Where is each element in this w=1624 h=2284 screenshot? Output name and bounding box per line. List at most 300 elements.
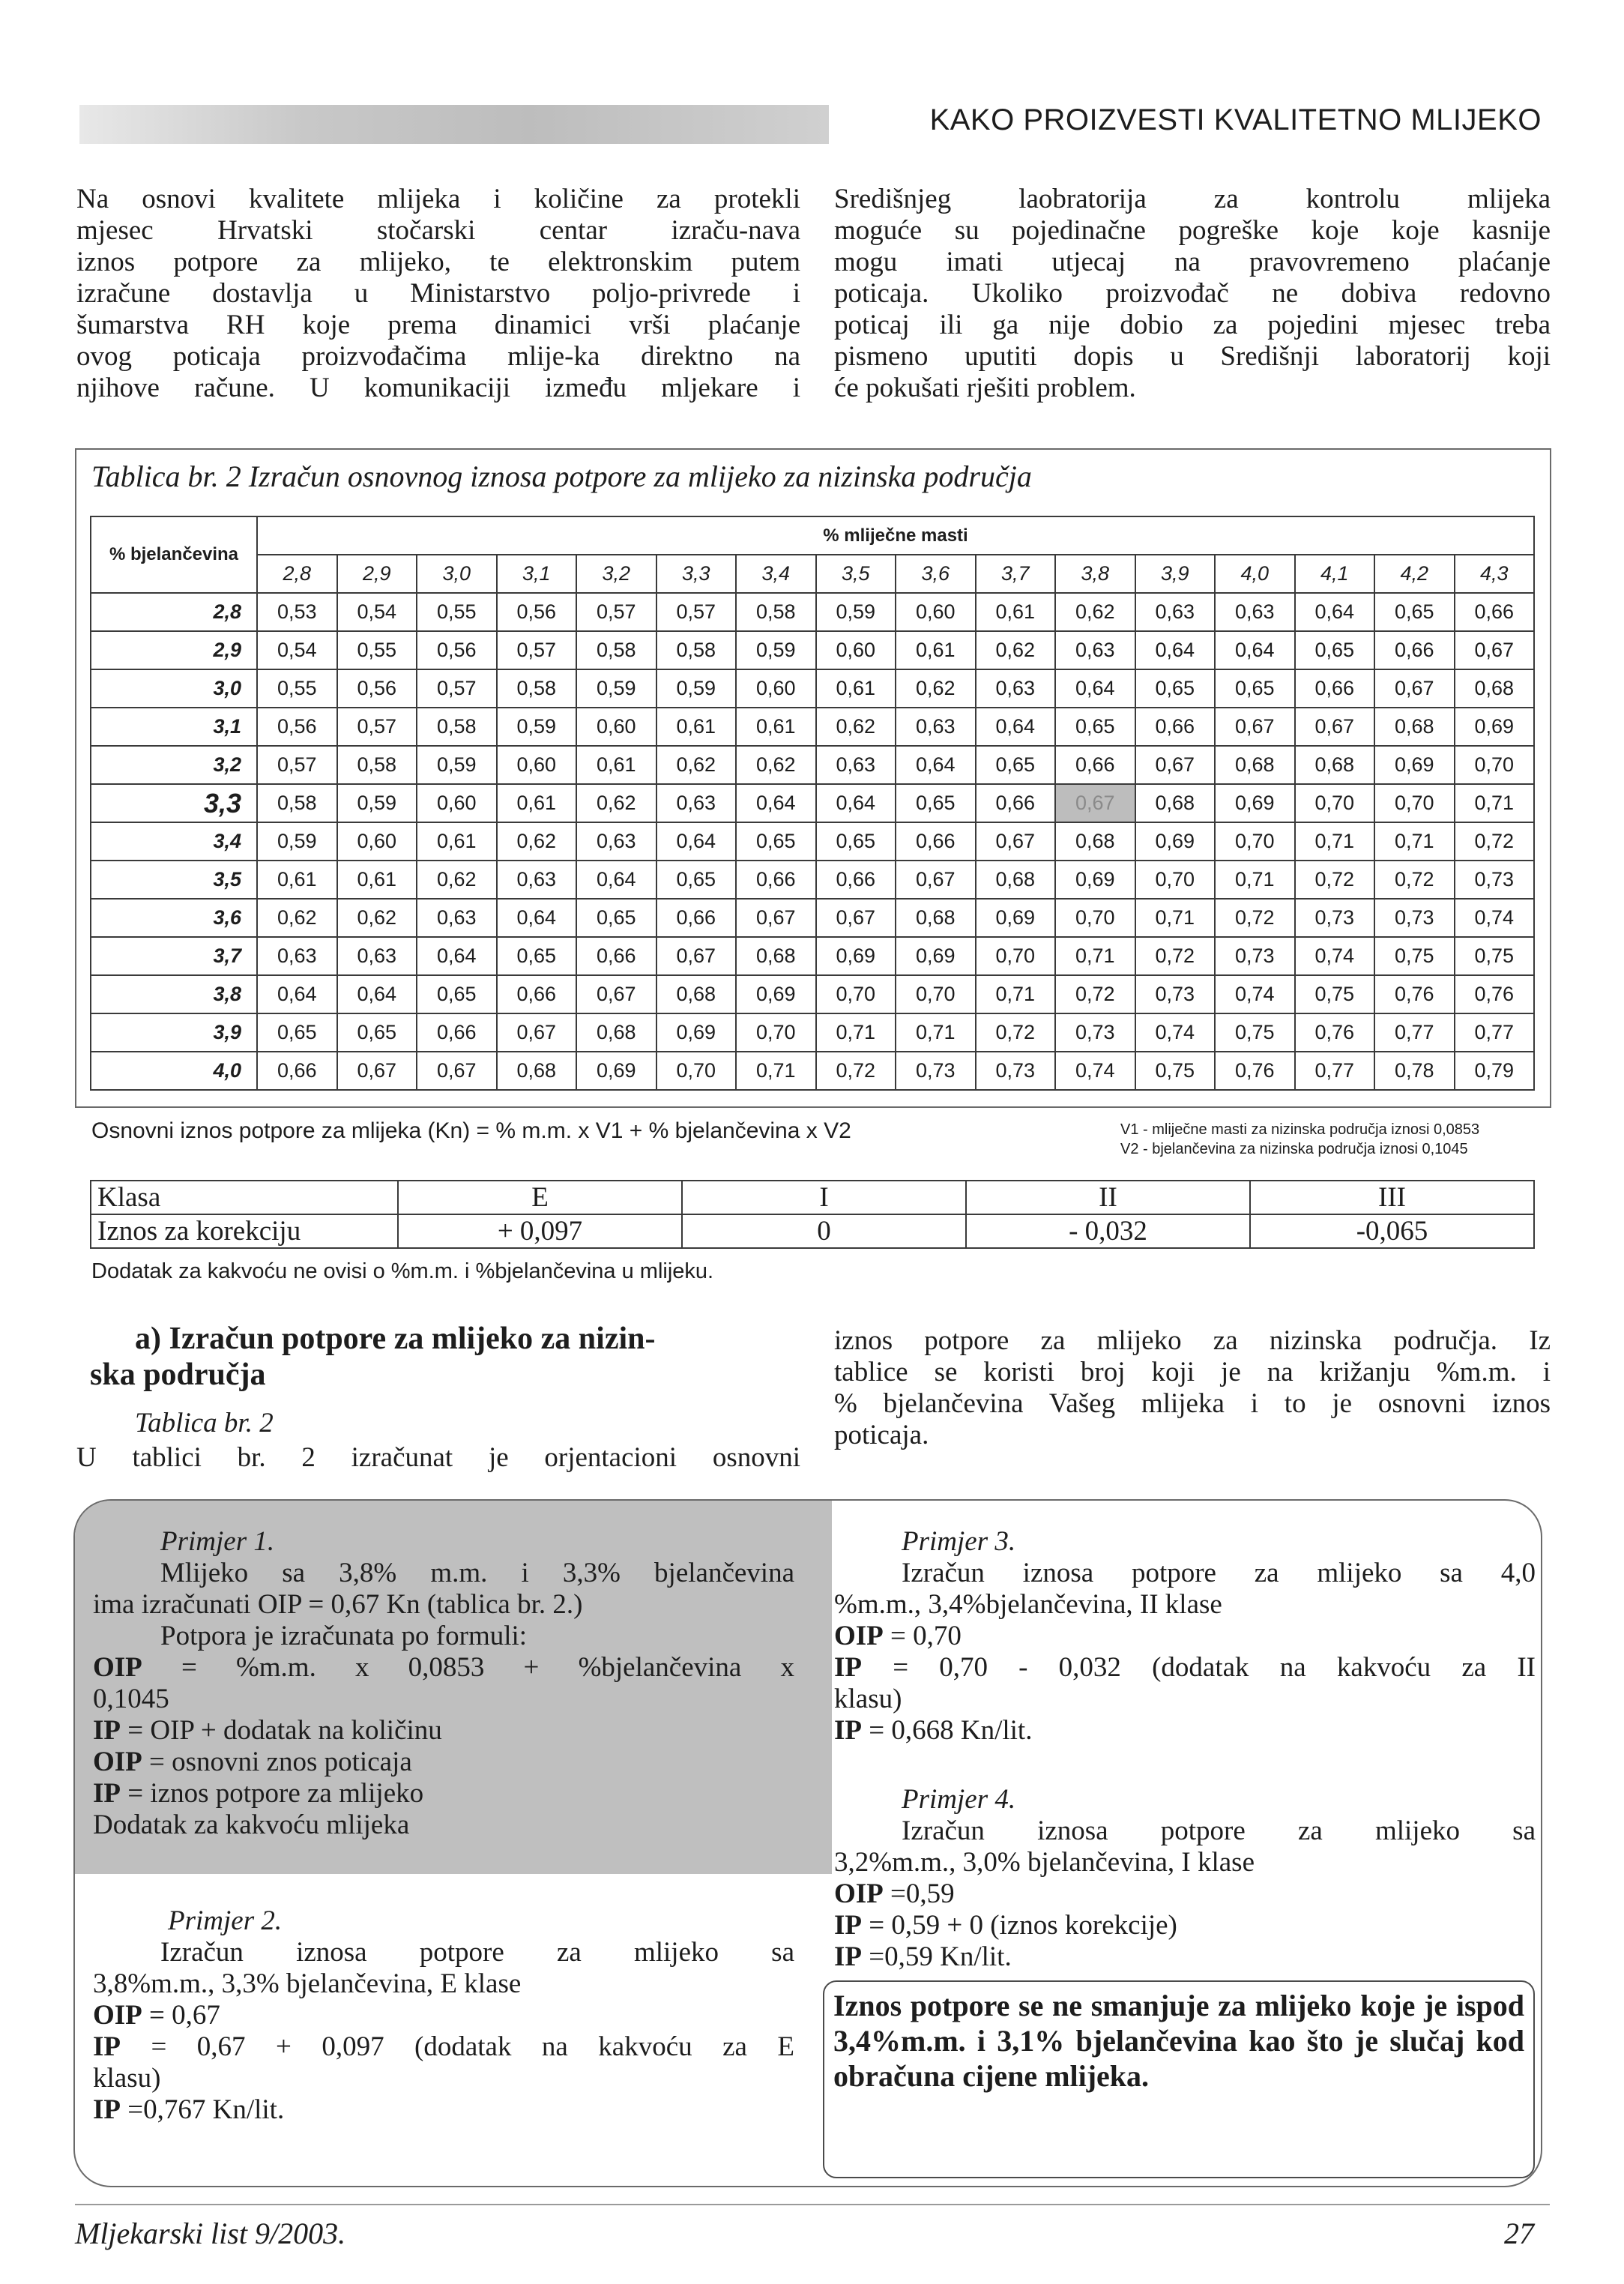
protein-row-header: 3,6 bbox=[91, 899, 257, 937]
example-2 bbox=[93, 1905, 794, 2126]
footer-divider bbox=[75, 2204, 1550, 2205]
table-row bbox=[91, 861, 1534, 899]
v1-note: V1 - mliječne masti za nizinska područja iznosi 0,0853 bbox=[1120, 1121, 1480, 1138]
formula-label: IP bbox=[93, 2094, 121, 2125]
table-cell: 0,70 bbox=[1135, 861, 1216, 899]
example-title: Primjer 1. bbox=[160, 1526, 275, 1557]
table-cell: 0,73 bbox=[976, 1052, 1056, 1090]
table-cell: 0,70 bbox=[1455, 746, 1535, 784]
table-cell: 0,67 bbox=[896, 861, 976, 899]
table-cell: 0,55 bbox=[337, 631, 417, 669]
correction-footnote: Dodatak za kakvoću ne ovisi o %m.m. i %bjelančevina u mlijeku. bbox=[91, 1259, 714, 1283]
example-title: Primjer 3. bbox=[902, 1526, 1016, 1557]
note-box: Iznos potpore se ne smanjuje za mlijeko koje je ispod 3,4%m.m. i 3,1% bjelančevina kao što je slučaj kod obračuna cijene mlijeka. bbox=[823, 1980, 1535, 2178]
fat-value-header: 3,4 bbox=[736, 555, 816, 593]
table-cell: 0,68 bbox=[896, 899, 976, 937]
table-cell: 0,64 bbox=[656, 822, 737, 861]
formula-expression: = 0,67 + 0,097 (dodatak na kakvoću za E bbox=[151, 2031, 794, 2062]
table-cell: 0,64 bbox=[976, 708, 1056, 746]
example-line: Mlijeko sa 3,8% m.m. i 3,3% bjelančevina bbox=[160, 1558, 794, 1588]
table-cell: 0,57 bbox=[656, 593, 737, 631]
table-cell: 0,70 bbox=[976, 937, 1056, 975]
table-cell: 0,65 bbox=[976, 746, 1056, 784]
table-cell: 0,59 bbox=[656, 669, 737, 708]
table-cell: 0,71 bbox=[1215, 861, 1295, 899]
table-cell: 0,65 bbox=[896, 784, 976, 822]
table-cell: 0,61 bbox=[896, 631, 976, 669]
formula-label: OIP bbox=[93, 2000, 142, 2031]
table-row bbox=[91, 899, 1534, 937]
table-caption: Tablica br. 2 Izračun osnovnog iznosa potpore za mlijeko za nizinska područja bbox=[91, 459, 1032, 493]
table-row bbox=[91, 1013, 1534, 1052]
table-cell: 0,57 bbox=[576, 593, 656, 631]
table-cell: 0,66 bbox=[497, 975, 577, 1013]
table-cell: 0,67 bbox=[816, 899, 896, 937]
table-cell: 0,54 bbox=[337, 593, 417, 631]
table-cell: 0,67 bbox=[576, 975, 656, 1013]
table-cell: 0,76 bbox=[1374, 975, 1455, 1013]
formula-label: OIP bbox=[93, 1652, 142, 1683]
fat-value-header: 3,8 bbox=[1055, 555, 1135, 593]
table-row bbox=[91, 631, 1534, 669]
table-cell: 0,69 bbox=[1374, 746, 1455, 784]
formula-label: IP bbox=[834, 1715, 862, 1746]
table-cell: 0,74 bbox=[1215, 975, 1295, 1013]
protein-row-header: 3,0 bbox=[91, 669, 257, 708]
table-cell: 0,59 bbox=[257, 822, 337, 861]
table-cell: 0,71 bbox=[1455, 784, 1535, 822]
formula-expression: =0,59 Kn/lit. bbox=[869, 1941, 1012, 1972]
table-cell: 0,61 bbox=[576, 746, 656, 784]
correction-cell: 0 bbox=[682, 1214, 966, 1248]
table-body bbox=[91, 593, 1534, 1090]
table-cell: 0,70 bbox=[1374, 784, 1455, 822]
table-cell: 0,65 bbox=[816, 822, 896, 861]
table-cell: 0,57 bbox=[337, 708, 417, 746]
protein-row-header: 3,1 bbox=[91, 708, 257, 746]
table-cell: 0,65 bbox=[1295, 631, 1375, 669]
table-cell: 0,69 bbox=[1455, 708, 1535, 746]
formula-expression: = %m.m. x 0,0853 + %bjelančevina x bbox=[181, 1652, 794, 1683]
table-cell: 0,75 bbox=[1295, 975, 1375, 1013]
formula-label: IP bbox=[834, 1652, 862, 1683]
table-cell: 0,62 bbox=[736, 746, 816, 784]
intro-right-line: pismeno uputiti dopis u Središnji laboratorij koji bbox=[834, 341, 1551, 372]
example-line: Izračun iznosa potpore za mlijeko sa bbox=[902, 1816, 1536, 1846]
col-header-label: % mliječne masti bbox=[257, 516, 1534, 555]
table-cell: 0,73 bbox=[896, 1052, 976, 1090]
section-a-heading-line: ska područja bbox=[90, 1358, 266, 1392]
table-cell: 0,66 bbox=[1055, 746, 1135, 784]
fat-values-row bbox=[91, 555, 1534, 593]
table-cell: 0,60 bbox=[337, 822, 417, 861]
table-cell: 0,61 bbox=[736, 708, 816, 746]
correction-cell: + 0,097 bbox=[398, 1214, 682, 1248]
table-cell: 0,59 bbox=[497, 708, 577, 746]
table-cell: 0,64 bbox=[417, 937, 497, 975]
table-cell: 0,62 bbox=[417, 861, 497, 899]
table-cell: 0,72 bbox=[1055, 975, 1135, 1013]
table-cell: 0,59 bbox=[576, 669, 656, 708]
intro-left-line: izračune dostavlja u Ministarstvo poljo-privrede i bbox=[76, 278, 800, 309]
table-cell: 0,65 bbox=[1135, 669, 1216, 708]
table-cell: 0,57 bbox=[417, 669, 497, 708]
table-cell: 0,56 bbox=[497, 593, 577, 631]
formula-expression: = 0,70 bbox=[890, 1621, 962, 1651]
table-cell: 0,67 bbox=[1455, 631, 1535, 669]
table-cell: 0,69 bbox=[1055, 861, 1135, 899]
table-cell: 0,66 bbox=[1295, 669, 1375, 708]
table-cell: 0,70 bbox=[816, 975, 896, 1013]
protein-row-header: 2,8 bbox=[91, 593, 257, 631]
table-cell: 0,72 bbox=[1295, 861, 1375, 899]
table-cell: 0,55 bbox=[257, 669, 337, 708]
intro-right-column bbox=[834, 184, 1551, 404]
table-cell: 0,58 bbox=[337, 746, 417, 784]
fat-value-header: 4,1 bbox=[1295, 555, 1375, 593]
table-cell: 0,61 bbox=[976, 593, 1056, 631]
example-line: Izračun iznosa potpore za mlijeko sa bbox=[160, 1937, 794, 1968]
support-table bbox=[90, 516, 1535, 1091]
table-cell: 0,67 bbox=[1374, 669, 1455, 708]
table-cell: 0,59 bbox=[337, 784, 417, 822]
table-cell: 0,64 bbox=[816, 784, 896, 822]
fat-value-header: 4,2 bbox=[1374, 555, 1455, 593]
table-cell: 0,68 bbox=[976, 861, 1056, 899]
table-cell: 0,67 bbox=[1135, 746, 1216, 784]
table-row bbox=[91, 784, 1534, 822]
row-header-label: % bjelančevina bbox=[91, 516, 257, 593]
table-cell: 0,66 bbox=[576, 937, 656, 975]
example-line: %m.m., 3,4%bjelančevina, II klase bbox=[834, 1589, 1222, 1620]
table-cell: 0,64 bbox=[337, 975, 417, 1013]
fat-value-header: 4,0 bbox=[1215, 555, 1295, 593]
table-row bbox=[91, 708, 1534, 746]
table-cell: 0,73 bbox=[1374, 899, 1455, 937]
table-cell: 0,61 bbox=[417, 822, 497, 861]
table-cell: 0,63 bbox=[976, 669, 1056, 708]
intro-left-line: mjesec Hrvatski stočarski centar izraču-nava bbox=[76, 215, 800, 246]
table-cell: 0,73 bbox=[1455, 861, 1535, 899]
section-a-body-right bbox=[834, 1325, 1551, 1451]
example-line: ima izračunati OIP = 0,67 Kn (tablica br. 2.) bbox=[93, 1589, 583, 1620]
table-cell: 0,70 bbox=[1055, 899, 1135, 937]
intro-left-line: Na osnovi kvalitete mlijeka i količine za protekli bbox=[76, 184, 800, 214]
example-line: 0,1045 bbox=[93, 1684, 169, 1714]
intro-right-line: moguće su pojedinačne pogreške koje koje kasnije bbox=[834, 215, 1551, 246]
class-cell: III bbox=[1250, 1181, 1534, 1214]
table-cell: 0,66 bbox=[656, 899, 737, 937]
formula-label: OIP bbox=[93, 1747, 142, 1777]
fat-value-header: 3,6 bbox=[896, 555, 976, 593]
table-cell: 0,63 bbox=[576, 822, 656, 861]
table-cell: 0,66 bbox=[257, 1052, 337, 1090]
table-cell: 0,73 bbox=[1135, 975, 1216, 1013]
table-cell: 0,74 bbox=[1295, 937, 1375, 975]
table-cell: 0,64 bbox=[1215, 631, 1295, 669]
table-cell: 0,72 bbox=[1455, 822, 1535, 861]
table-cell: 0,69 bbox=[1215, 784, 1295, 822]
table-cell: 0,58 bbox=[576, 631, 656, 669]
table-cell: 0,57 bbox=[257, 746, 337, 784]
table-cell: 0,64 bbox=[576, 861, 656, 899]
table-cell: 0,66 bbox=[1135, 708, 1216, 746]
table-cell: 0,62 bbox=[656, 746, 737, 784]
table-cell: 0,65 bbox=[1374, 593, 1455, 631]
table-cell: 0,64 bbox=[257, 975, 337, 1013]
table-cell: 0,53 bbox=[257, 593, 337, 631]
table-cell: 0,65 bbox=[736, 822, 816, 861]
table-cell: 0,60 bbox=[736, 669, 816, 708]
formula-expression: = 0,70 - 0,032 (dodatak na kakvoću za II bbox=[893, 1652, 1536, 1683]
table-cell: 0,71 bbox=[1374, 822, 1455, 861]
example-line: Potpora je izračunata po formuli: bbox=[160, 1621, 528, 1651]
formula-label: IP bbox=[93, 1715, 121, 1746]
table-cell: 0,59 bbox=[417, 746, 497, 784]
formula-label: IP bbox=[93, 2031, 121, 2062]
table-cell: 0,63 bbox=[1135, 593, 1216, 631]
table-cell: 0,60 bbox=[497, 746, 577, 784]
protein-row-header: 4,0 bbox=[91, 1052, 257, 1090]
table-cell: 0,63 bbox=[656, 784, 737, 822]
table-cell: 0,69 bbox=[576, 1052, 656, 1090]
journal-name: Mljekarski list 9/2003. bbox=[75, 2217, 346, 2250]
table-row bbox=[91, 746, 1534, 784]
table-cell: 0,65 bbox=[417, 975, 497, 1013]
table-cell: 0,62 bbox=[257, 899, 337, 937]
fat-value-header: 3,2 bbox=[576, 555, 656, 593]
table-cell: 0,63 bbox=[337, 937, 417, 975]
fat-value-header: 3,5 bbox=[816, 555, 896, 593]
v2-note: V2 - bjelančevina za nizinska područja iznosi 0,1045 bbox=[1120, 1141, 1468, 1157]
correction-row bbox=[91, 1214, 1534, 1248]
table-cell: 0,66 bbox=[1455, 593, 1535, 631]
example-3 bbox=[834, 1526, 1536, 1747]
table-cell: 0,63 bbox=[1055, 631, 1135, 669]
table-cell: 0,64 bbox=[896, 746, 976, 784]
table-cell: 0,69 bbox=[1135, 822, 1216, 861]
table-cell: 0,73 bbox=[1055, 1013, 1135, 1052]
formula-expression: =0,59 bbox=[890, 1878, 955, 1909]
table-cell: 0,58 bbox=[417, 708, 497, 746]
example-line: 3,8%m.m., 3,3% bjelančevina, E klase bbox=[93, 1968, 522, 1999]
table-cell: 0,72 bbox=[816, 1052, 896, 1090]
table-cell: 0,76 bbox=[1215, 1052, 1295, 1090]
section-a-heading bbox=[90, 1321, 794, 1393]
table-cell: 0,65 bbox=[656, 861, 737, 899]
protein-row-header: 3,9 bbox=[91, 1013, 257, 1052]
table-cell: 0,64 bbox=[1295, 593, 1375, 631]
protein-row-header: 3,8 bbox=[91, 975, 257, 1013]
example-line: klasu) bbox=[93, 2063, 161, 2094]
formula-expression: = 0,668 Kn/lit. bbox=[869, 1715, 1033, 1746]
table-cell: 0,59 bbox=[736, 631, 816, 669]
table-row bbox=[91, 822, 1534, 861]
table-cell: 0,62 bbox=[576, 784, 656, 822]
page-number: 27 bbox=[1504, 2217, 1534, 2250]
section-a-right-line: iznos potpore za mlijeko za nizinska područja. Iz bbox=[834, 1325, 1551, 1356]
table-cell: 0,74 bbox=[1135, 1013, 1216, 1052]
table-cell: 0,70 bbox=[1215, 822, 1295, 861]
section-a-body-left: U tablici br. 2 izračunat je orjentacioni osnovni bbox=[76, 1442, 800, 1473]
table-cell: 0,71 bbox=[736, 1052, 816, 1090]
class-cell: II bbox=[966, 1181, 1250, 1214]
intro-left-line: iznos potpore za mlijeko, te elektronskim putem bbox=[76, 247, 800, 277]
table-cell: 0,63 bbox=[816, 746, 896, 784]
table-cell: 0,65 bbox=[257, 1013, 337, 1052]
table-cell: 0,60 bbox=[576, 708, 656, 746]
table-cell: 0,70 bbox=[1295, 784, 1375, 822]
table-cell: 0,54 bbox=[257, 631, 337, 669]
formula-label: OIP bbox=[834, 1878, 884, 1909]
fat-value-header: 4,3 bbox=[1455, 555, 1535, 593]
table-cell: 0,67 bbox=[337, 1052, 417, 1090]
table-cell: 0,66 bbox=[736, 861, 816, 899]
table-cell: 0,61 bbox=[257, 861, 337, 899]
section-a-heading-line: a) Izračun potpore za mlijeko za nizin- bbox=[135, 1322, 656, 1356]
table-cell: 0,65 bbox=[1215, 669, 1295, 708]
formula-label: OIP bbox=[834, 1621, 884, 1651]
intro-left-line: njihove račune. U komunikaciji između mljekare i bbox=[76, 373, 800, 403]
table-cell: 0,73 bbox=[1295, 899, 1375, 937]
protein-row-header: 3,7 bbox=[91, 937, 257, 975]
formula-expression: = 0,59 + 0 (iznos korekcije) bbox=[869, 1910, 1177, 1941]
intro-right-line: poticaj ili ga nije dobio za pojedini mjesec treba bbox=[834, 310, 1551, 340]
table-cell: 0,62 bbox=[497, 822, 577, 861]
table-cell: 0,77 bbox=[1374, 1013, 1455, 1052]
table-cell: 0,73 bbox=[1215, 937, 1295, 975]
table-cell: 0,65 bbox=[497, 937, 577, 975]
table-cell: 0,63 bbox=[896, 708, 976, 746]
table-cell: 0,66 bbox=[417, 1013, 497, 1052]
table-cell: 0,61 bbox=[656, 708, 737, 746]
fat-value-header: 3,0 bbox=[417, 555, 497, 593]
table-cell: 0,69 bbox=[896, 937, 976, 975]
table-cell: 0,66 bbox=[816, 861, 896, 899]
table-cell: 0,58 bbox=[656, 631, 737, 669]
table-cell: 0,62 bbox=[337, 899, 417, 937]
table-cell: 0,68 bbox=[1374, 708, 1455, 746]
table-cell: 0,56 bbox=[337, 669, 417, 708]
intro-left-line: ovog poticaja proizvođačima mlije-ka direktno na bbox=[76, 341, 800, 372]
table-cell: 0,63 bbox=[417, 899, 497, 937]
formula-expression: =0,767 Kn/lit. bbox=[127, 2094, 285, 2125]
table-cell: 0,55 bbox=[417, 593, 497, 631]
example-line: 3,2%m.m., 3,0% bjelančevina, I klase bbox=[834, 1847, 1255, 1878]
example-title: Primjer 2. bbox=[168, 1905, 283, 1936]
protein-row-header: 3,2 bbox=[91, 746, 257, 784]
correction-table bbox=[90, 1180, 1535, 1249]
table-cell: 0,68 bbox=[1135, 784, 1216, 822]
table-cell: 0,72 bbox=[1374, 861, 1455, 899]
table-row bbox=[91, 593, 1534, 631]
table-cell: 0,68 bbox=[1455, 669, 1535, 708]
table-cell: 0,67 bbox=[417, 1052, 497, 1090]
class-cell: I bbox=[682, 1181, 966, 1214]
formula-text: Osnovni iznos potpore za mlijeka (Kn) = % m.m. x V1 + % bjelančevina x V2 bbox=[91, 1118, 851, 1143]
table-cell: 0,63 bbox=[497, 861, 577, 899]
table-cell: 0,75 bbox=[1455, 937, 1535, 975]
table-cell: 0,66 bbox=[896, 822, 976, 861]
table-row bbox=[91, 975, 1534, 1013]
protein-row-header: 3,5 bbox=[91, 861, 257, 899]
fat-value-header: 2,9 bbox=[337, 555, 417, 593]
table-cell: 0,66 bbox=[1374, 631, 1455, 669]
table-cell: 0,67 bbox=[736, 899, 816, 937]
table-cell: 0,62 bbox=[896, 669, 976, 708]
fat-value-header: 3,3 bbox=[656, 555, 737, 593]
example-4 bbox=[834, 1784, 1536, 1973]
formula-expression: = iznos potpore za mlijeko bbox=[127, 1778, 424, 1809]
intro-right-line: će pokušati rješiti problem. bbox=[834, 373, 1136, 403]
table-cell: 0,76 bbox=[1295, 1013, 1375, 1052]
table-cell: 0,63 bbox=[1215, 593, 1295, 631]
table-cell: 0,68 bbox=[736, 937, 816, 975]
table-cell: 0,68 bbox=[656, 975, 737, 1013]
formula-expression: = OIP + dodatak na količinu bbox=[127, 1715, 442, 1746]
header-decor-bar bbox=[79, 105, 829, 144]
table-cell: 0,75 bbox=[1374, 937, 1455, 975]
table-cell: 0,67 bbox=[1055, 784, 1135, 822]
table-cell: 0,63 bbox=[257, 937, 337, 975]
table-cell: 0,62 bbox=[816, 708, 896, 746]
example-line: klasu) bbox=[834, 1684, 902, 1714]
intro-right-line: poticaja. Ukoliko proizvođač ne dobiva redovno bbox=[834, 278, 1551, 309]
table-cell: 0,65 bbox=[576, 899, 656, 937]
table-cell: 0,72 bbox=[1135, 937, 1216, 975]
table-cell: 0,71 bbox=[1295, 822, 1375, 861]
table-cell: 0,56 bbox=[257, 708, 337, 746]
table-cell: 0,58 bbox=[736, 593, 816, 631]
table-cell: 0,64 bbox=[736, 784, 816, 822]
table-cell: 0,67 bbox=[976, 822, 1056, 861]
fat-value-header: 3,7 bbox=[976, 555, 1056, 593]
table-cell: 0,67 bbox=[1295, 708, 1375, 746]
table-cell: 0,66 bbox=[976, 784, 1056, 822]
formula-label: IP bbox=[834, 1941, 862, 1972]
table-cell: 0,60 bbox=[896, 593, 976, 631]
formula-expression: = osnovni znos poticaja bbox=[149, 1747, 412, 1777]
table-cell: 0,69 bbox=[736, 975, 816, 1013]
class-cell: E bbox=[398, 1181, 682, 1214]
table-cell: 0,64 bbox=[1055, 669, 1135, 708]
table-cell: 0,64 bbox=[1135, 631, 1216, 669]
protein-row-header: 3,4 bbox=[91, 822, 257, 861]
table-cell: 0,60 bbox=[417, 784, 497, 822]
table-cell: 0,76 bbox=[1455, 975, 1535, 1013]
table-cell: 0,65 bbox=[337, 1013, 417, 1052]
table-cell: 0,77 bbox=[1295, 1052, 1375, 1090]
formula-label: IP bbox=[834, 1910, 862, 1941]
table-cell: 0,58 bbox=[257, 784, 337, 822]
protein-row-header: 3,3 bbox=[91, 784, 257, 822]
table-cell: 0,77 bbox=[1455, 1013, 1535, 1052]
table-cell: 0,69 bbox=[656, 1013, 737, 1052]
intro-right-line: mogu imati utjecaj na pravovremeno plaćanje bbox=[834, 247, 1551, 277]
section-a-right-line: poticaja. bbox=[834, 1420, 929, 1450]
example-line: Dodatak za kakvoću mlijeka bbox=[93, 1810, 410, 1840]
table-cell: 0,68 bbox=[497, 1052, 577, 1090]
table-cell: 0,68 bbox=[576, 1013, 656, 1052]
example-1 bbox=[93, 1526, 794, 1841]
fat-value-header: 2,8 bbox=[257, 555, 337, 593]
table-cell: 0,64 bbox=[497, 899, 577, 937]
section-a-right-line: % bjelančevina Vašeg mlijeka i to je osnovni iznos bbox=[834, 1388, 1551, 1419]
correction-label: Iznos za korekciju bbox=[91, 1214, 398, 1248]
table-cell: 0,67 bbox=[656, 937, 737, 975]
table-row bbox=[91, 937, 1534, 975]
intro-right-line: Središnjeg laobratorija za kontrolu mlijeka bbox=[834, 184, 1551, 214]
